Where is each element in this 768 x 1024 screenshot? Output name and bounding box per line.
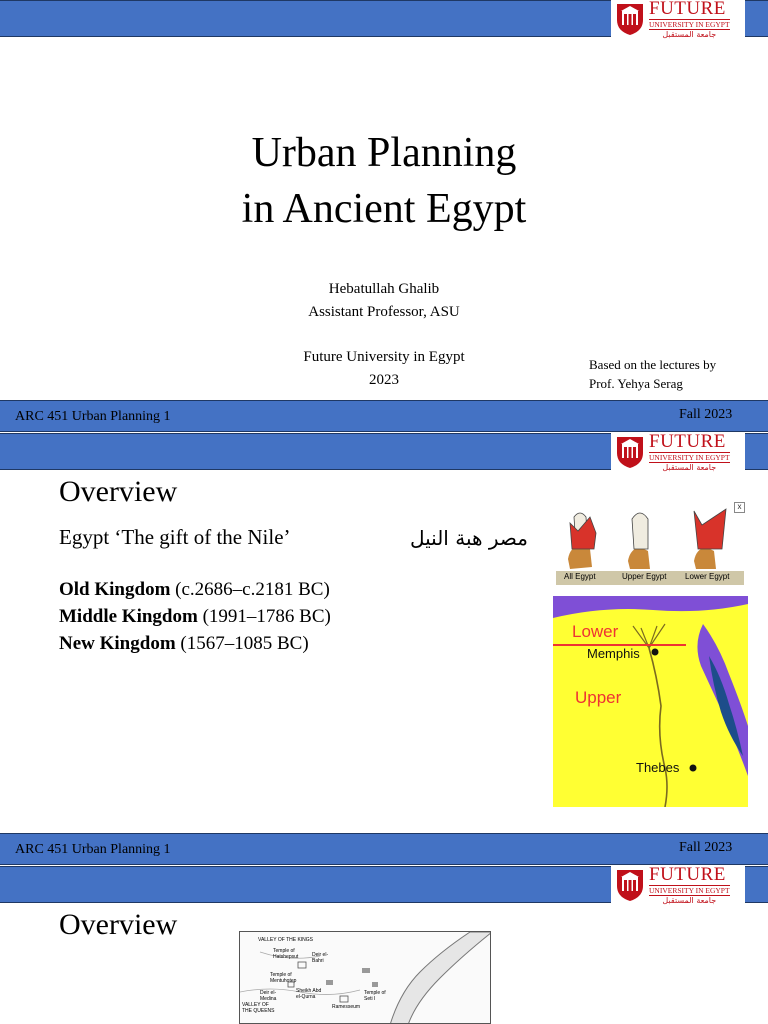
slide1-title-line1: Urban Planning (251, 130, 517, 176)
logo-name: FUTURE (649, 430, 726, 452)
map-label-lower: Lower (572, 622, 619, 641)
slide3-heading: Overview (59, 908, 178, 941)
logo-arabic: جامعة المستقبل (662, 463, 717, 473)
map-label: Temple of Mentuhotep (270, 972, 297, 984)
map-label: VALLEY OF THE QUEENS (242, 1002, 275, 1014)
logo-arabic: جامعة المستقبل (662, 30, 717, 40)
slide2-footer-term: Fall 2023 (679, 840, 733, 855)
slide2-heading: Overview (59, 475, 178, 508)
logo-subtitle: UNIVERSITY IN EGYPT (649, 19, 730, 29)
kingdom-dates: (1567–1085 BC) (175, 633, 309, 654)
slide1-title-line2: in Ancient Egypt (241, 186, 527, 232)
slide2-footer-course: ARC 451 Urban Planning 1 (15, 842, 171, 857)
crown-label-all: All Egypt (564, 572, 596, 581)
map-label: Ramesseum (332, 1004, 361, 1010)
kingdom-name: New Kingdom (59, 633, 176, 654)
thebes-map (239, 931, 491, 1024)
year: 2023 (369, 372, 399, 388)
kingdom-new (59, 633, 309, 655)
kingdom-old (59, 579, 330, 601)
slide2-subtitle: Egypt ‘The gift of the Nile’ (59, 525, 291, 549)
map-label: Temple of Hatshepsut (273, 948, 299, 960)
map-label: Deir el-Bahri (312, 952, 329, 964)
kingdom-dates: (1991–1786 BC) (197, 606, 331, 627)
author-name: Hebatullah Ghalib (328, 281, 440, 297)
logo-subtitle: UNIVERSITY IN EGYPT (649, 885, 730, 895)
egypt-map (553, 596, 748, 807)
slide1-footer-course: ARC 451 Urban Planning 1 (15, 409, 171, 424)
credit-line1: Based on the lectures by (589, 357, 717, 372)
map-label: Temple of Seti I (364, 990, 386, 1002)
shield-icon (615, 2, 645, 36)
author-position: Assistant Professor, ASU (308, 304, 460, 320)
map-label-thebes: Thebes (636, 760, 680, 775)
logo-subtitle: UNIVERSITY IN EGYPT (649, 452, 730, 462)
map-label-upper: Upper (575, 688, 622, 707)
kingdom-name: Old Kingdom (59, 579, 171, 600)
slide3-logo (611, 863, 745, 906)
crowns-illustration (556, 503, 744, 585)
logo-arabic: جامعة المستقبل (662, 896, 717, 906)
credit-line2: Prof. Yehya Serag (589, 376, 683, 391)
slide1-footer-term: Fall 2023 (679, 407, 733, 422)
map-label: Sheikh Abd el-Qurna (296, 988, 322, 1000)
slide1-logo (611, 0, 745, 38)
map-label: Deir el-Medina (260, 990, 277, 1002)
logo-name: FUTURE (649, 0, 726, 19)
crown-label-lower: Lower Egypt (685, 572, 730, 581)
kingdom-dates: (c.2686–c.2181 BC) (170, 579, 330, 600)
slide2-logo (611, 430, 745, 473)
kingdom-name: Middle Kingdom (59, 606, 198, 627)
white-crown-icon (628, 513, 650, 569)
shield-icon (615, 435, 645, 469)
logo-name: FUTURE (649, 863, 726, 885)
crown-label-upper: Upper Egypt (622, 572, 667, 581)
shield-icon (615, 868, 645, 902)
map-label: VALLEY OF THE KINGS (258, 937, 314, 943)
close-icon[interactable]: x (734, 502, 745, 513)
map-label-memphis: Memphis (587, 646, 640, 661)
double-crown-icon (568, 513, 596, 569)
kingdom-middle (59, 606, 331, 628)
institution: Future University in Egypt (303, 349, 465, 365)
red-crown-icon (694, 509, 726, 569)
arabic-phrase: مصر هبة النيل (410, 526, 528, 550)
